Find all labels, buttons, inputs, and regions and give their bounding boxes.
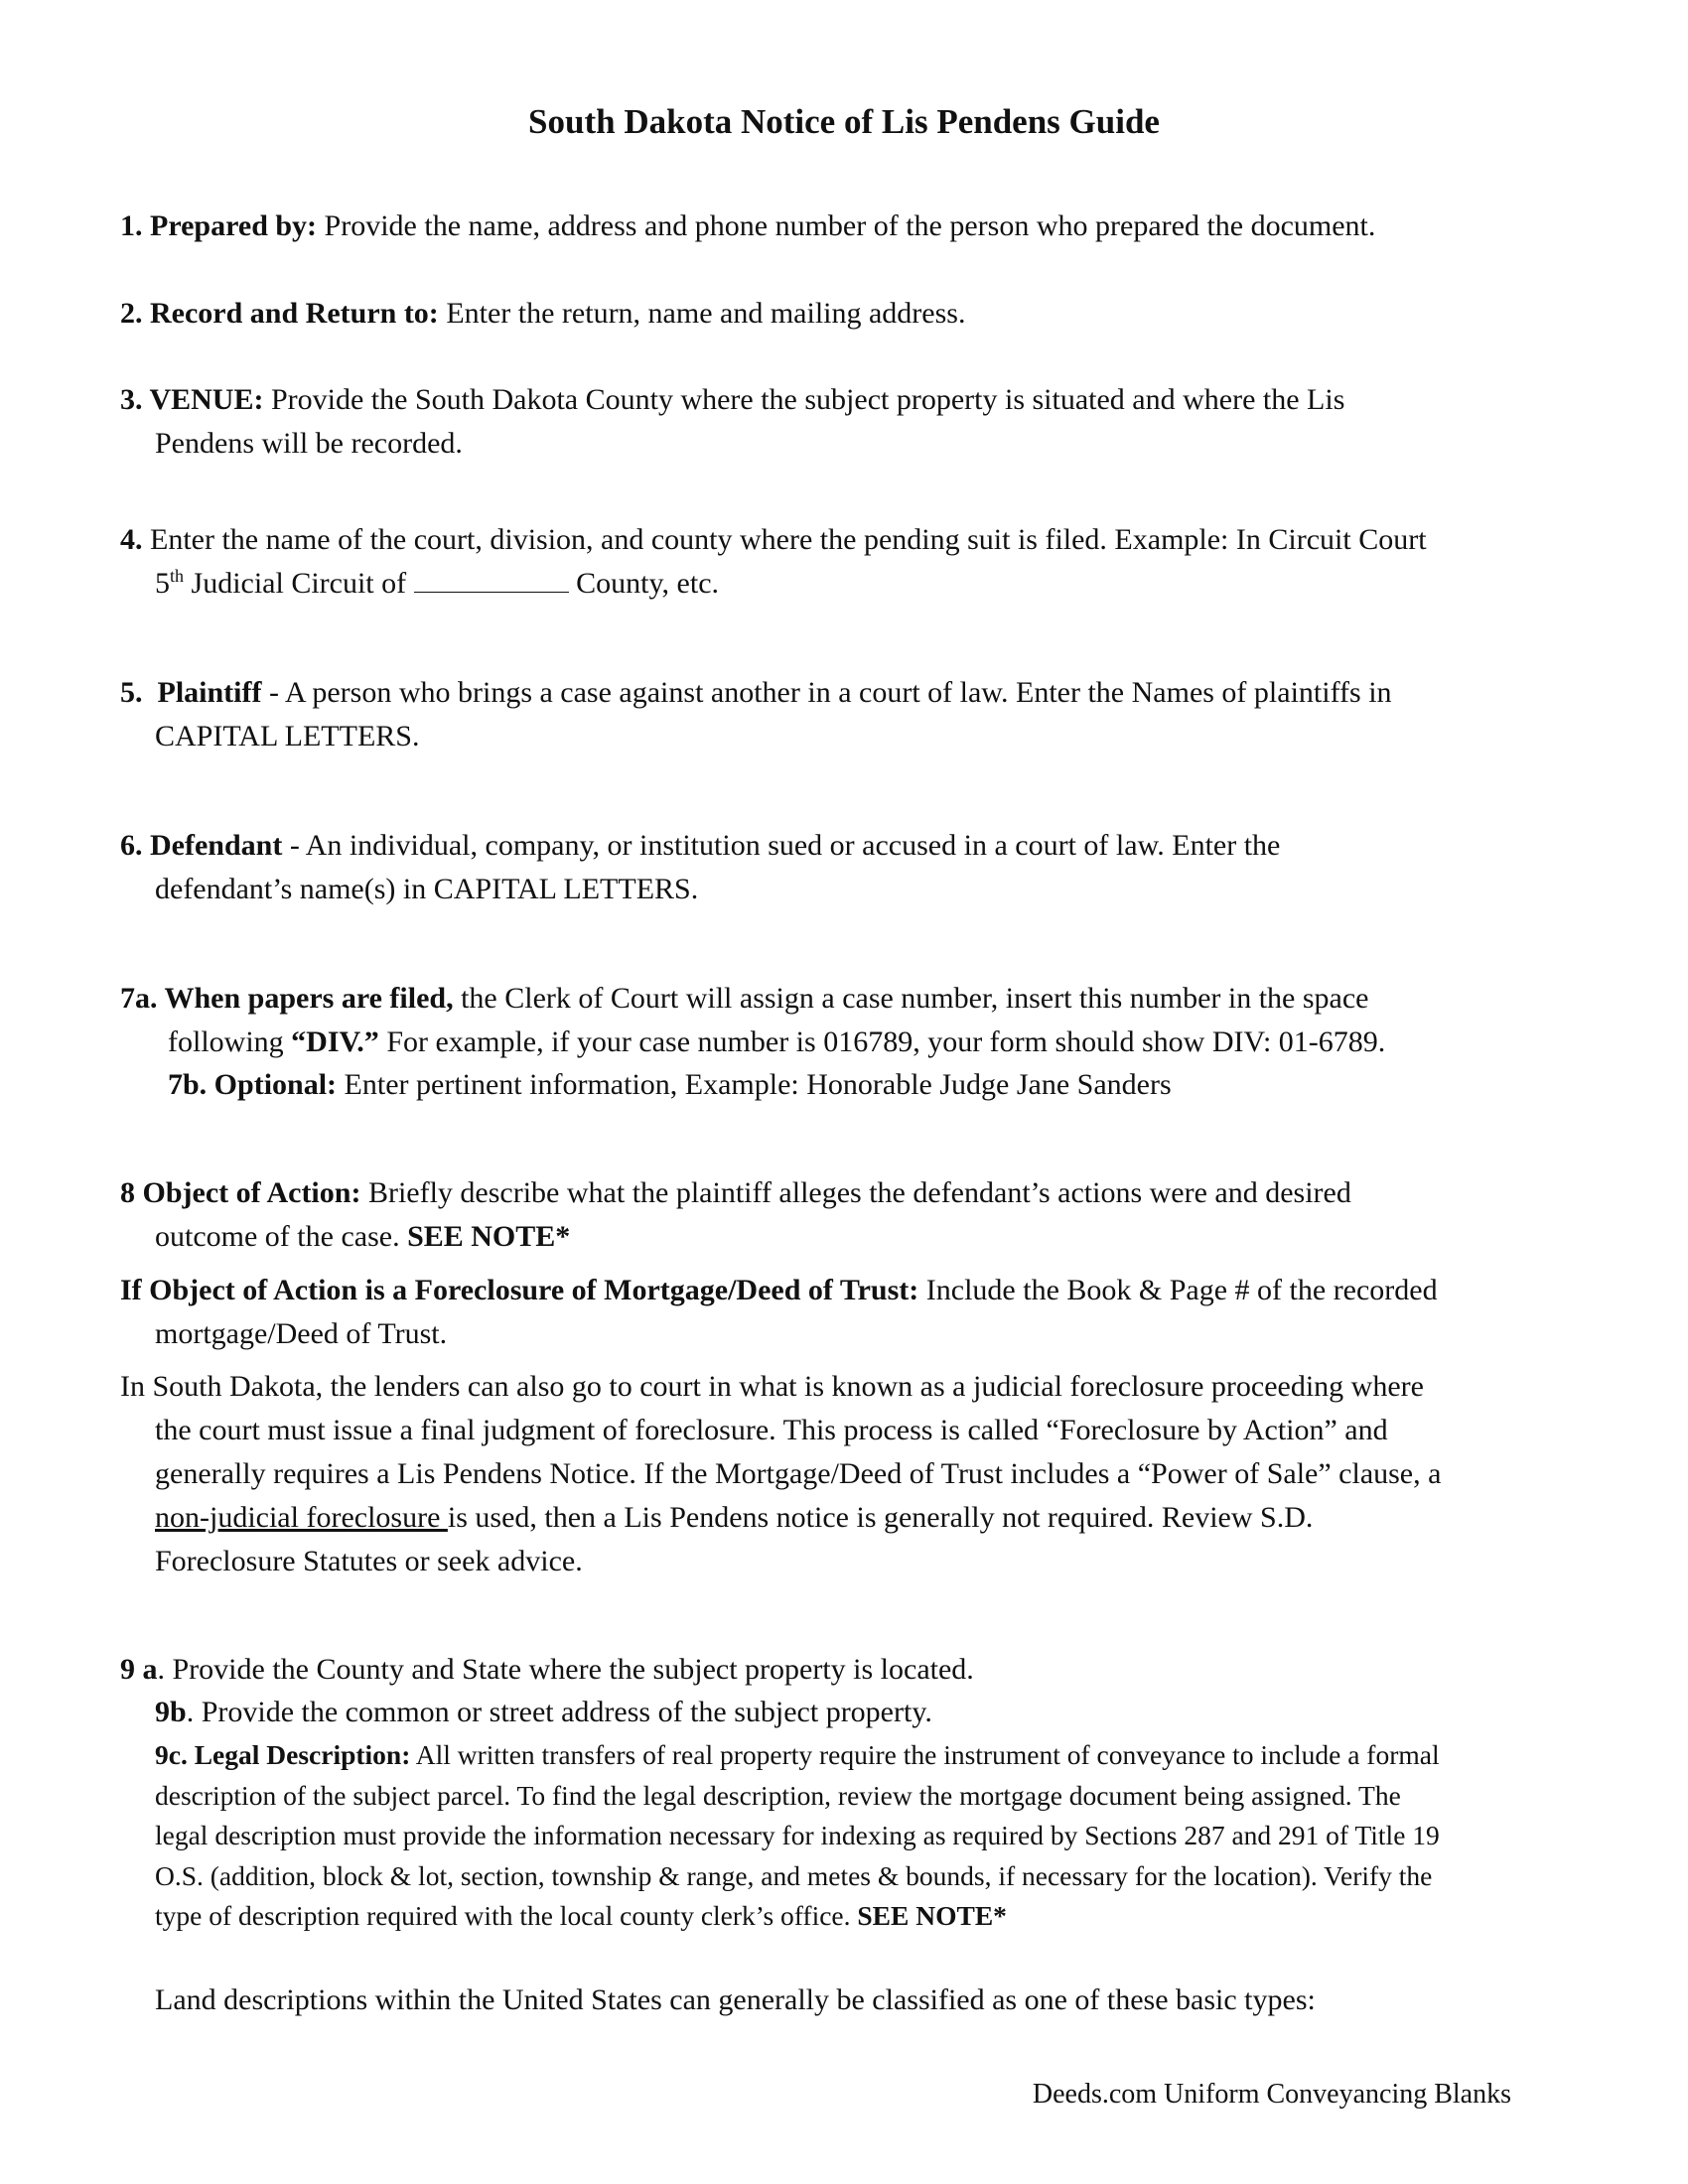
page-title: South Dakota Notice of Lis Pendens Guide [528,102,1160,141]
item-9c-line-4: O.S. (addition, block & lot, section, township & range, and metes & bounds, if necessary for the location). Verify the [155,1859,1433,1891]
item-8p-line-2: the court must issue a final judgment of foreclosure. This process is called “Foreclosure by Action” and [155,1414,1388,1446]
item-1-text: Provide the name, address and phone number of the person who prepared the document. [317,209,1376,242]
item-8-note: SEE NOTE* [407,1220,571,1253]
item-9b-text: . Provide the common or street address of the subject property. [186,1696,932,1728]
item-9a [120,1648,1590,1692]
item-4-ordinal-suffix: th [170,566,185,586]
item-8p-link-text: non-judicial foreclosure [155,1501,448,1534]
item-6-text-2: defendant’s name(s) in CAPITAL LETTERS. [155,873,699,905]
item-7a-div: “DIV.” [291,1025,379,1058]
item-8-label: 8 Object of Action: [120,1176,361,1209]
item-8-text-2: outcome of the case. [155,1220,408,1253]
item-4-label: 4. [120,523,143,556]
item-3-label: 3. VENUE: [120,383,264,416]
item-8p-line-4: is used, then a Lis Pendens notice is generally not required. Review S.D. [447,1501,1314,1534]
item-3-text-1: Provide the South Dakota County where the subject property is situated and where the Lis [263,383,1345,416]
item-8f-text-2: mortgage/Deed of Trust. [155,1317,448,1350]
item-1-prepared-by [120,205,1590,248]
item-9b-label: 9b [155,1696,187,1728]
item-5-label: 5. Plaintiff [120,676,262,709]
item-9c-line-1: All written transfers of real property require the instrument of conveyance to include a formal [410,1739,1440,1770]
item-8p-line-3: generally requires a Lis Pendens Notice. If the Mortgage/Deed of Trust includes a “Power of Sale” clause, a [155,1457,1442,1490]
item-8-foreclosure [120,1269,1590,1356]
item-6-text-1: - An individual, company, or institution sued or accused in a court of law. Enter the [282,829,1281,862]
item-7a-text-1: the Clerk of Court will assign a case number, insert this number in the space [453,982,1369,1015]
land-descriptions-intro: Land descriptions within the United States can generally be classified as one of these basic types: [155,1983,1316,2016]
item-8-south-dakota-paragraph [120,1365,1590,1583]
footer-text: Deeds.com Uniform Conveyancing Blanks [1032,2079,1511,2110]
item-6-defendant [120,824,1590,911]
item-1-label: 1. Prepared by: [120,209,318,242]
item-4-text-2b: County, etc. [568,567,720,600]
item-7a-papers-filed [120,977,1590,1064]
item-9c-line-2: description of the subject parcel. To find the legal description, review the mortgage document being assigned. The [155,1779,1401,1811]
item-8f-text-1: Include the Book & Page # of the recorded [918,1274,1438,1306]
item-7b-label: 7b. Optional: [168,1068,338,1101]
item-2-label: 2. Record and Return to: [120,297,439,330]
item-8-object-of-action [120,1171,1590,1259]
item-4-court [120,518,1590,606]
item-8f-label: If Object of Action is a Foreclosure of Mortgage/Deed of Trust: [120,1274,919,1306]
item-9c-legal-description [155,1735,1590,1937]
item-9c-note: SEE NOTE* [857,1900,1007,1931]
item-3-text-2: Pendens will be recorded. [155,427,463,460]
item-7b-optional [168,1063,1558,1107]
item-8-text-1: Briefly describe what the plaintiff alleges the defendant’s actions were and desired [360,1176,1351,1209]
item-5-plaintiff [120,671,1590,758]
item-7b-text: Enter pertinent information, Example: Honorable Judge Jane Sanders [337,1068,1172,1101]
item-4-text-1: Enter the name of the court, division, and county where the pending suit is filed. Example: In Circuit Court [142,523,1427,556]
item-5-text-1: - A person who brings a case against another in a court of law. Enter the Names of plaintiffs in [261,676,1392,709]
item-6-label: 6. Defendant [120,829,283,862]
item-2-record-return [120,292,1590,336]
item-7a-text-2a: following [168,1025,292,1058]
item-4-ordinal: 5 [155,567,170,600]
item-9a-text: . Provide the County and State where the subject property is located. [157,1653,974,1686]
item-7a-label: 7a. When papers are filed, [120,982,454,1015]
item-9c-line-3: legal description must provide the information necessary for indexing as required by Sections 287 and 291 of Title 19 [155,1820,1440,1850]
item-9a-label: 9 a [120,1653,158,1686]
item-2-text: Enter the return, name and mailing address. [438,297,966,330]
item-9b [155,1691,1590,1734]
item-7a-text-2b: For example, if your case number is 016789, your form should show DIV: 01-6789. [378,1025,1386,1058]
item-8p-line-1: In South Dakota, the lenders can also go to court in what is known as a judicial foreclosure proceeding where [120,1370,1424,1403]
item-4-text-2a: Judicial Circuit of [184,567,414,600]
item-9c-line-5: type of description required with the local county clerk’s office. [155,1900,858,1931]
item-9c-label: 9c. Legal Description: [155,1739,411,1770]
item-3-venue [120,378,1590,466]
item-8p-line-5: Foreclosure Statutes or seek advice. [155,1545,583,1577]
county-blank-line [414,566,569,593]
item-5-text-2: CAPITAL LETTERS. [155,720,420,752]
